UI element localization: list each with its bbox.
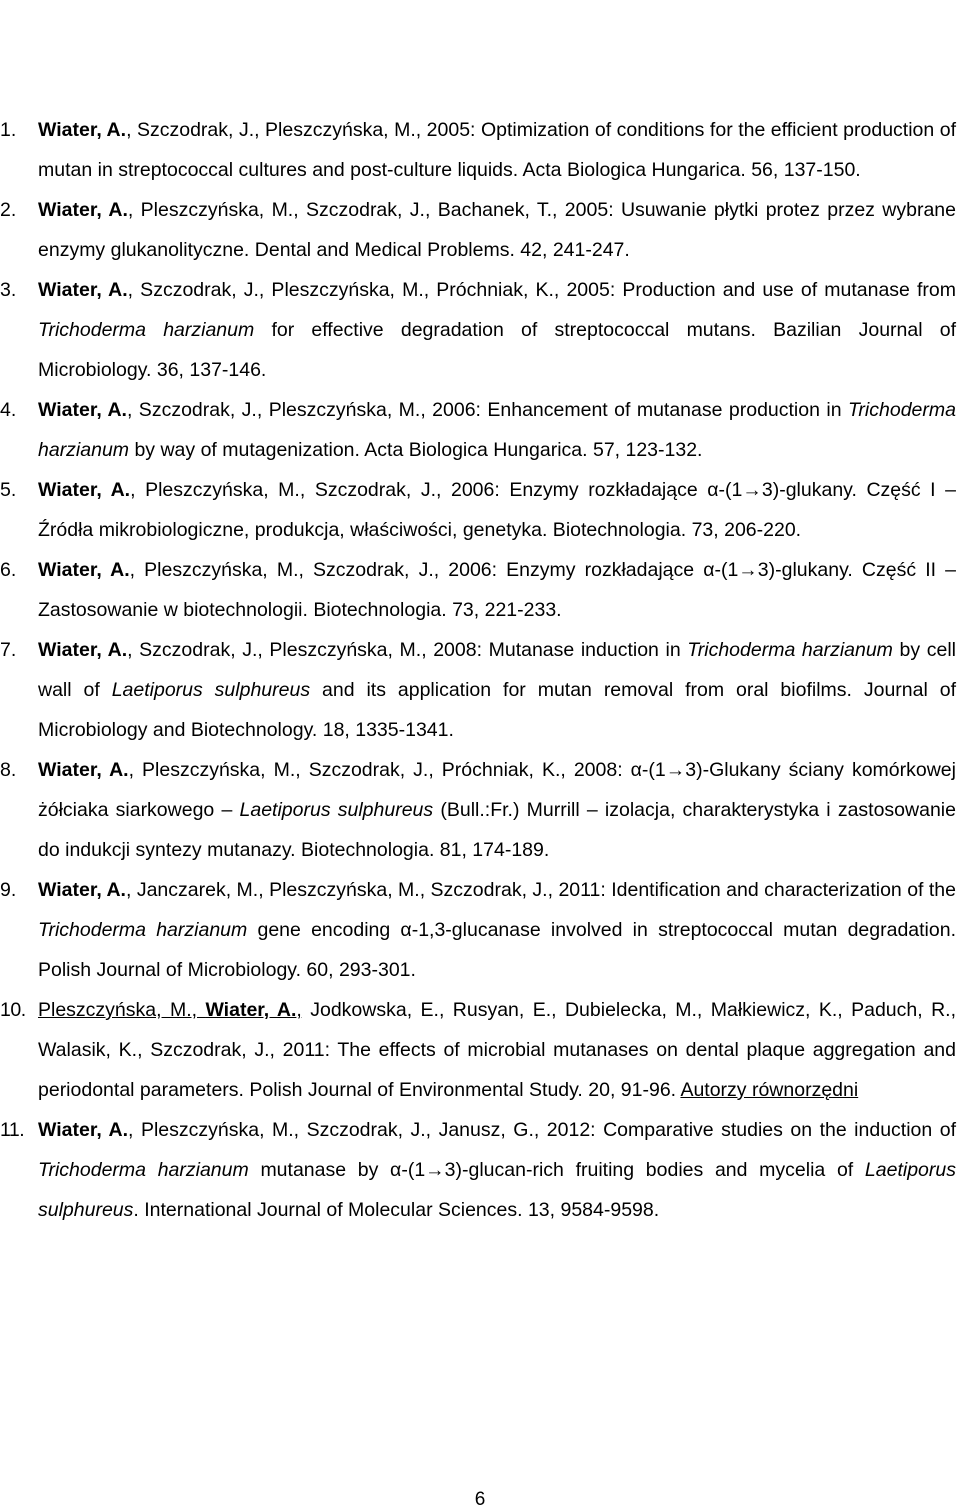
author-highlight: Wiater, A. [38,759,129,781]
species-name: Laetiporus sulphureus [38,1159,956,1221]
citation-text: , Pleszczyńska, M., Szczodrak, J., Próchniak, K., 2008: α-(1→3)-Glukany ściany komórkowej żółciaka siarkowego – [38,759,956,821]
species-name: Trichoderma harzianum [38,319,255,341]
underlined-text: Pleszczyńska, M., [38,999,206,1021]
entry-citation [38,870,956,990]
citation-text: (Bull.:Fr.) Murrill – izolacja, charakterystyka i zastosowanie do indukcji syntezy mutanazy. Biotechnologia. 81, 174-189. [38,799,956,861]
citation-text: , Szczodrak, J., Pleszczyńska, M., 2005: Optimization of conditions for the efficient production of mutan in streptococcal cultures and post-culture liquids. Acta Biologica Hungarica. 56, 137-150. [38,119,956,181]
citation-text: for effective degradation of streptococcal mutans. Bazilian Journal of Microbiology. 36, 137-146. [38,319,957,381]
citation-text: , Pleszczyńska, M., Szczodrak, J., Bachanek, T., 2005: Usuwanie płytki protez przez wybrane enzymy glukanolityczne. Dental and Medical Problems. 42, 241-247. [38,199,956,261]
entry-citation [38,470,956,550]
publication-entry [0,470,958,550]
citation-text: mutanase by α-(1→3)-glucan-rich fruiting bodies and mycelia of [248,1159,865,1181]
publication-entry [0,390,958,470]
author-highlight: Wiater, A. [38,879,126,901]
citation-text: , Pleszczyńska, M., Szczodrak, J., 2006: Enzymy rozkładające α-(1→3)-glukany. Część I – Źródła mikrobiologiczne, produkcja, właściwości, genetyka. Biotechnologia. 73, 206-220. [38,479,956,541]
entry-citation [38,1110,956,1230]
entry-citation [38,550,956,630]
entry-citation [38,190,956,270]
author-highlight: Wiater, A. [38,119,127,141]
author-highlight: Wiater, A. [38,399,127,421]
entry-number: 10. [0,999,26,1021]
publication-entry [0,550,958,630]
citation-text: Jodkowska, E., Rusyan, E., Dubielecka, M., Małkiewicz, K., Paduch, R., Walasik, K., Szczodrak, J., 2011: The effects of microbial mutanases on dental plaque aggregation and periodontal parameters. Polish Journal of Environmental Study. 20, 91-96. [38,999,956,1101]
citation-text: , Szczodrak, J., Pleszczyńska, M., 2008: Mutanase induction in [127,639,688,661]
author-highlight: Wiater, A. [38,279,128,301]
species-name: Trichoderma harzianum [687,639,893,661]
publication-entry [0,870,958,990]
entry-number: 6. [0,559,17,581]
entry-number: 2. [0,199,17,221]
citation-text: , Szczodrak, J., Pleszczyńska, M., 2006: Enhancement of mutanase production in [126,399,848,421]
underlined-text: , [296,999,302,1021]
entry-citation [38,110,956,190]
author-highlight: Wiater, A. [38,1119,129,1141]
species-name: Trichoderma harzianum [38,1159,249,1181]
underlined-text: Autorzy równorzędni [680,1079,859,1101]
publication-entry [0,190,958,270]
author-highlight: Wiater, A. [205,999,297,1021]
citation-text: , Pleszczyńska, M., Szczodrak, J., Janusz, G., 2012: Comparative studies on the induction of [128,1119,956,1141]
species-name: Laetiporus sulphureus [239,799,434,821]
entry-number: 4. [0,399,17,421]
publication-entry [0,110,958,190]
citation-text: gene encoding α-1,3-glucanase involved in streptococcal mutan degradation. Polish Journal of Microbiology. 60, 293-301. [38,919,956,981]
citation-text: . International Journal of Molecular Sciences. 13, 9584-9598. [133,1199,660,1221]
publication-list [0,110,958,1230]
citation-text: and its application for mutan removal from oral biofilms. Journal of Microbiology and Biotechnology. 18, 1335-1341. [38,679,957,741]
publication-entry [0,750,958,870]
entry-number: 1. [0,119,17,141]
entry-number: 5. [0,479,17,501]
entry-number: 11. [0,1119,25,1141]
author-highlight: Wiater, A. [38,559,130,581]
entry-number: 7. [0,639,17,661]
entry-citation [38,630,956,750]
publication-entry [0,990,958,1110]
entry-number: 8. [0,759,17,781]
species-name: Trichoderma harzianum [38,919,248,941]
species-name: Laetiporus sulphureus [111,679,311,701]
citation-text: , Janczarek, M., Pleszczyńska, M., Szczodrak, J., 2011: Identification and characterization of the [125,879,956,901]
entry-number: 9. [0,879,17,901]
citation-text: by cell wall of [38,639,956,701]
entry-citation [38,270,956,390]
citation-text: , Pleszczyńska, M., Szczodrak, J., 2006: Enzymy rozkładające α-(1→3)-glukany. Część II – Zastosowanie w biotechnologii. Biotechnologia. 73, 221-233. [38,559,956,621]
citation-text: by way of mutagenization. Acta Biologica Hungarica. 57, 123-132. [129,439,703,461]
publication-entry [0,630,958,750]
entry-number: 3. [0,279,17,301]
entry-citation [38,990,956,1110]
author-highlight: Wiater, A. [38,639,128,661]
author-highlight: Wiater, A. [38,479,131,501]
publication-entry [0,1110,958,1230]
entry-citation [38,750,956,870]
publication-entry [0,270,958,390]
entry-citation [38,390,956,470]
author-highlight: Wiater, A. [38,199,128,221]
page-number: 6 [474,1489,486,1510]
citation-text: , Szczodrak, J., Pleszczyńska, M., Próchniak, K., 2005: Production and use of mutanase from [127,279,956,301]
species-name: Trichoderma harzianum [38,399,956,461]
